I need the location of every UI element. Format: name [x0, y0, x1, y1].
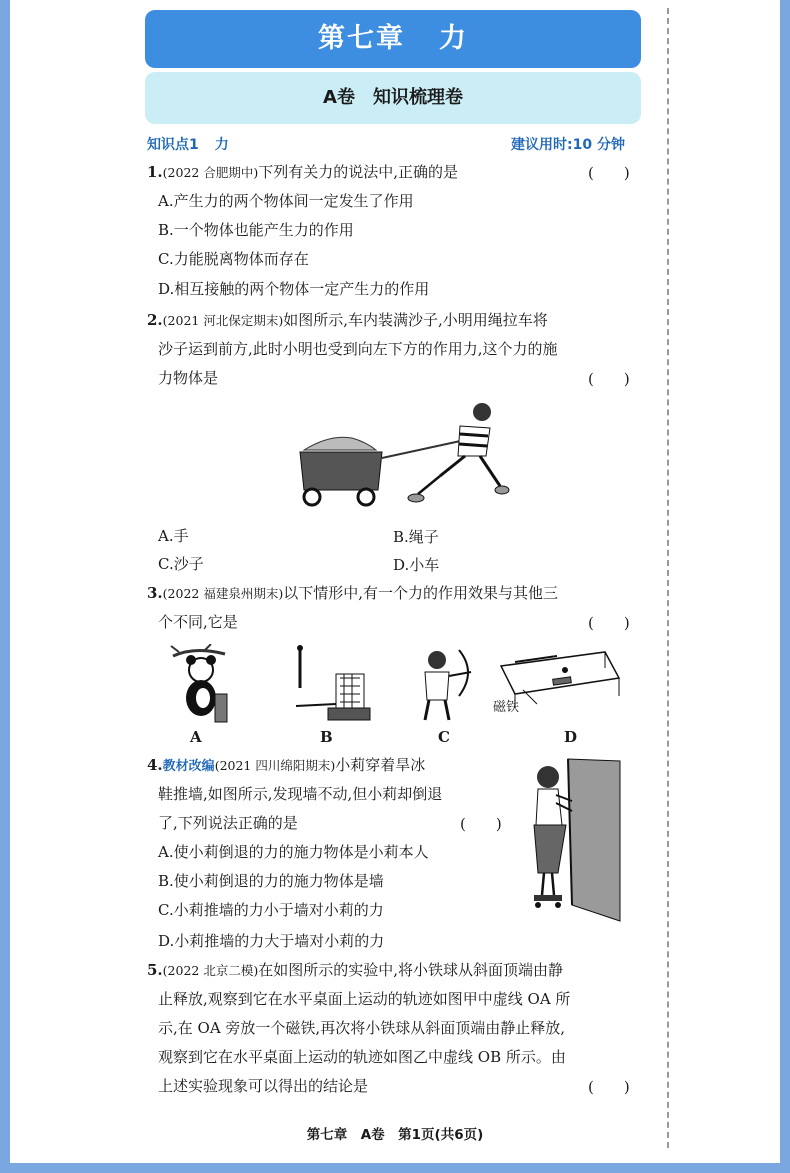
q5-answer-paren: ( ) [588, 1078, 630, 1096]
suggested-time: 建议用时:10 分钟 [511, 137, 625, 153]
q5-stem-line4: 观察到它在水平桌面上运动的轨迹如图乙中虚线 OB 所示。由 [158, 1048, 566, 1066]
q2-stem-line2: 沙子运到前方,此时小明也受到向左下方的作用力,这个力的施 [158, 340, 558, 358]
magnet-label: 磁铁 [493, 700, 520, 715]
q2-stem-line3: 力物体是 [158, 369, 219, 387]
q4-option-a: A.使小莉倒退的力的施力物体是小莉本人 [158, 843, 429, 861]
q2-option-b: B.绳子 [393, 528, 439, 546]
q3-caption-c: C [438, 728, 450, 746]
q1-option-d: D.相互接触的两个物体一定产生力的作用 [158, 280, 430, 298]
q1-option-c: C.力能脱离物体而存在 [158, 250, 309, 268]
q3-caption-b: B [320, 728, 333, 746]
q2-answer-paren: ( ) [588, 370, 630, 388]
q2-option-c: C.沙子 [158, 555, 204, 573]
q1-option-a: A.产生力的两个物体间一定发生了作用 [158, 192, 414, 210]
cart-pulling-illustration [290, 398, 510, 513]
q4-stem-line2: 鞋推墙,如图所示,发现墙不动,但小莉却倒退 [158, 785, 443, 803]
q4-stem-line1: 4.教材改编(2021 四川绵阳期末)小莉穿着旱冰 [147, 756, 426, 774]
q2-option-d: D.小车 [393, 556, 440, 574]
q3-caption-d: D [564, 728, 578, 746]
q3-answer-paren: ( ) [588, 614, 630, 632]
q5-stem-line2: 止释放,观察到它在水平桌面上运动的轨迹如图甲中虚线 OA 所 [158, 990, 571, 1008]
panda-on-bamboo-illustration [165, 644, 235, 724]
q4-option-b: B.使小莉倒退的力的施力物体是墙 [158, 872, 384, 890]
q2-option-a: A.手 [158, 527, 189, 545]
q3-stem-line1: 3.(2022 福建泉州期末)以下情形中,有一个力的作用效果与其他三 [147, 584, 558, 602]
diving-board-illustration [278, 644, 373, 724]
q5-stem-line5: 上述实验现象可以得出的结论是 [158, 1077, 369, 1095]
page-footer: 第七章 A卷 第1页(共6页) [306, 1127, 484, 1143]
knowledge-point-label: 知识点1 力 [147, 137, 229, 153]
archer-illustration [415, 644, 480, 724]
q1-option-b: B.一个物体也能产生力的作用 [158, 221, 354, 239]
cut-line [667, 8, 669, 1148]
q4-stem-line3: 了,下列说法正确的是 [158, 814, 298, 832]
q4-option-d: D.小莉推墙的力大于墙对小莉的力 [158, 932, 385, 950]
chapter-title: 第七章 力 [145, 10, 641, 68]
q2-stem-line1: 2.(2021 河北保定期末)如图所示,车内装满沙子,小明用绳拉车将 [147, 311, 548, 329]
q3-caption-a: A [190, 728, 202, 746]
knowledge-point-header [147, 134, 625, 154]
girl-pushing-wall-illustration [524, 755, 634, 925]
q5-stem-line3: 示,在 OA 旁放一个磁铁,再次将小铁球从斜面顶端由静止释放, [158, 1019, 565, 1037]
q4-option-c: C.小莉推墙的力小于墙对小莉的力 [158, 901, 384, 919]
q4-answer-paren: ( ) [460, 815, 502, 833]
worksheet-page [10, 0, 780, 1163]
q5-stem-line1: 5.(2022 北京二模)在如图所示的实验中,将小铁球从斜面顶端由静 [147, 961, 563, 979]
volume-title: A卷 知识梳理卷 [145, 72, 641, 124]
q1-stem: 1.(2022 合肥期中)下列有关力的说法中,正确的是 [147, 163, 458, 181]
q3-stem-line2: 个不同,它是 [158, 613, 238, 631]
q1-answer-paren: ( ) [588, 164, 630, 182]
